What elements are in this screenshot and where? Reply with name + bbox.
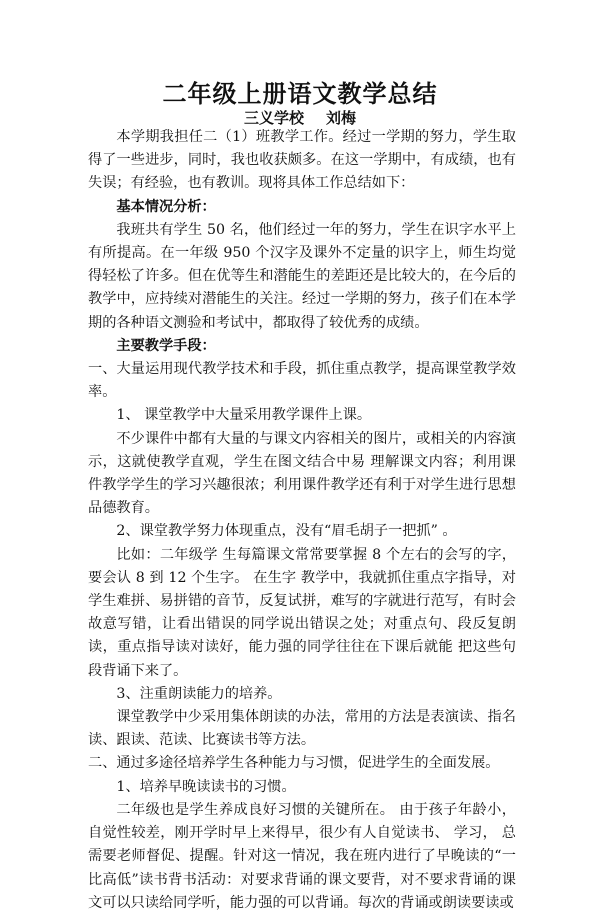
method-one-item-2: 2、课堂教学努力体现重点，没有“眉毛胡子一把抓” 。: [116, 523, 457, 540]
document-title: 二年级上册语文教学总结: [162, 80, 438, 108]
document-body: [88, 126, 516, 915]
section-heading-basic-situation: 基本情况分析：: [116, 198, 216, 215]
method-one-item-3: 3、注重朗读能力的培养。: [116, 685, 282, 702]
method-one-item-1: 1、 课堂教学中大量采用教学课件上课。: [116, 407, 372, 424]
courseware-paragraph: 不少课件中都有大量的与课文内容相关的图片，或相关的内容演示，这就使教学直观，学生在图文结合中易 理解课文内容；利用课件教学学生的学习兴趣很浓；利用课件教学还有利于对学生进行思想品德教育。: [88, 430, 516, 517]
method-two-item-1: 1、培养早晚读读书的习惯。: [116, 778, 296, 795]
example-paragraph: 比如：二年级学 生每篇课文常常要掌握 8 个左右的会写的字，要会认 8 到 12 个生字。 在生字 教学中，我就抓住重点字指导，对学生难拼、易拼错的音节，反复试拼，难写的字就进行范写，有时会故意写错，让看出错误的同学说出错误之处；对重点句、段反复朗读，重点指导读对读好，能力强的同学往往在下课后就能 把这些句段背诵下来了。: [88, 546, 516, 679]
basic-situation-paragraph: 我班共有学生 50 名，他们经过一年的努力，学生在识字水平上有所提高。在一年级 950 个汉字及课外不定量的识字上，师生均觉得轻松了许多。但在优等生和潜能生的差距还是比较大的，在今后的教学中，应持续对潜能生的关注。经过一学期的努力，孩子们在本学期的各种语文测验和考试中，都取得了较优秀的成绩。: [88, 221, 516, 331]
author-name: 刘梅: [326, 109, 357, 127]
habits-paragraph: 二年级也是学生养成良好习惯的关键所在。 由于孩子年龄小，自觉性较差，刚开学时早上来得早，很少有人自觉读书、 学习， 总需要老师督促、提醒。针对这一情况，我在班内进行了早晚读的“一比高低”读书背书活动：对要求背诵的课文要背，对不要求背诵的课文可以只读给同学听，能力强的可以背诵。每次的背诵或朗读要读或: [88, 801, 516, 911]
school-name: 三义学校: [243, 109, 304, 127]
method-two-heading: 二、通过多途径培养学生各种能力与习惯，促进学生的全面发展。: [88, 755, 500, 772]
method-one-heading: 一、大量运用现代教学技术和手段，抓住重点教学，提高课堂教学效率。: [88, 361, 516, 401]
intro-paragraph: 本学期我担任二（1）班教学工作。经过一学期的努力，学生取得了一些进步，同时，我也收获颇多。在这一学期中，有成绩，也有失误；有经验，也有教训。现将具体工作总结如下：: [88, 129, 516, 192]
section-heading-teaching-methods: 主要教学手段：: [116, 337, 216, 354]
byline: [0, 107, 600, 128]
reading-methods-paragraph: 课堂教学中少采用集体朗读的办法，常用的方法是表演读、指名读、跟读、范读、比赛读书等方法。: [88, 709, 516, 749]
